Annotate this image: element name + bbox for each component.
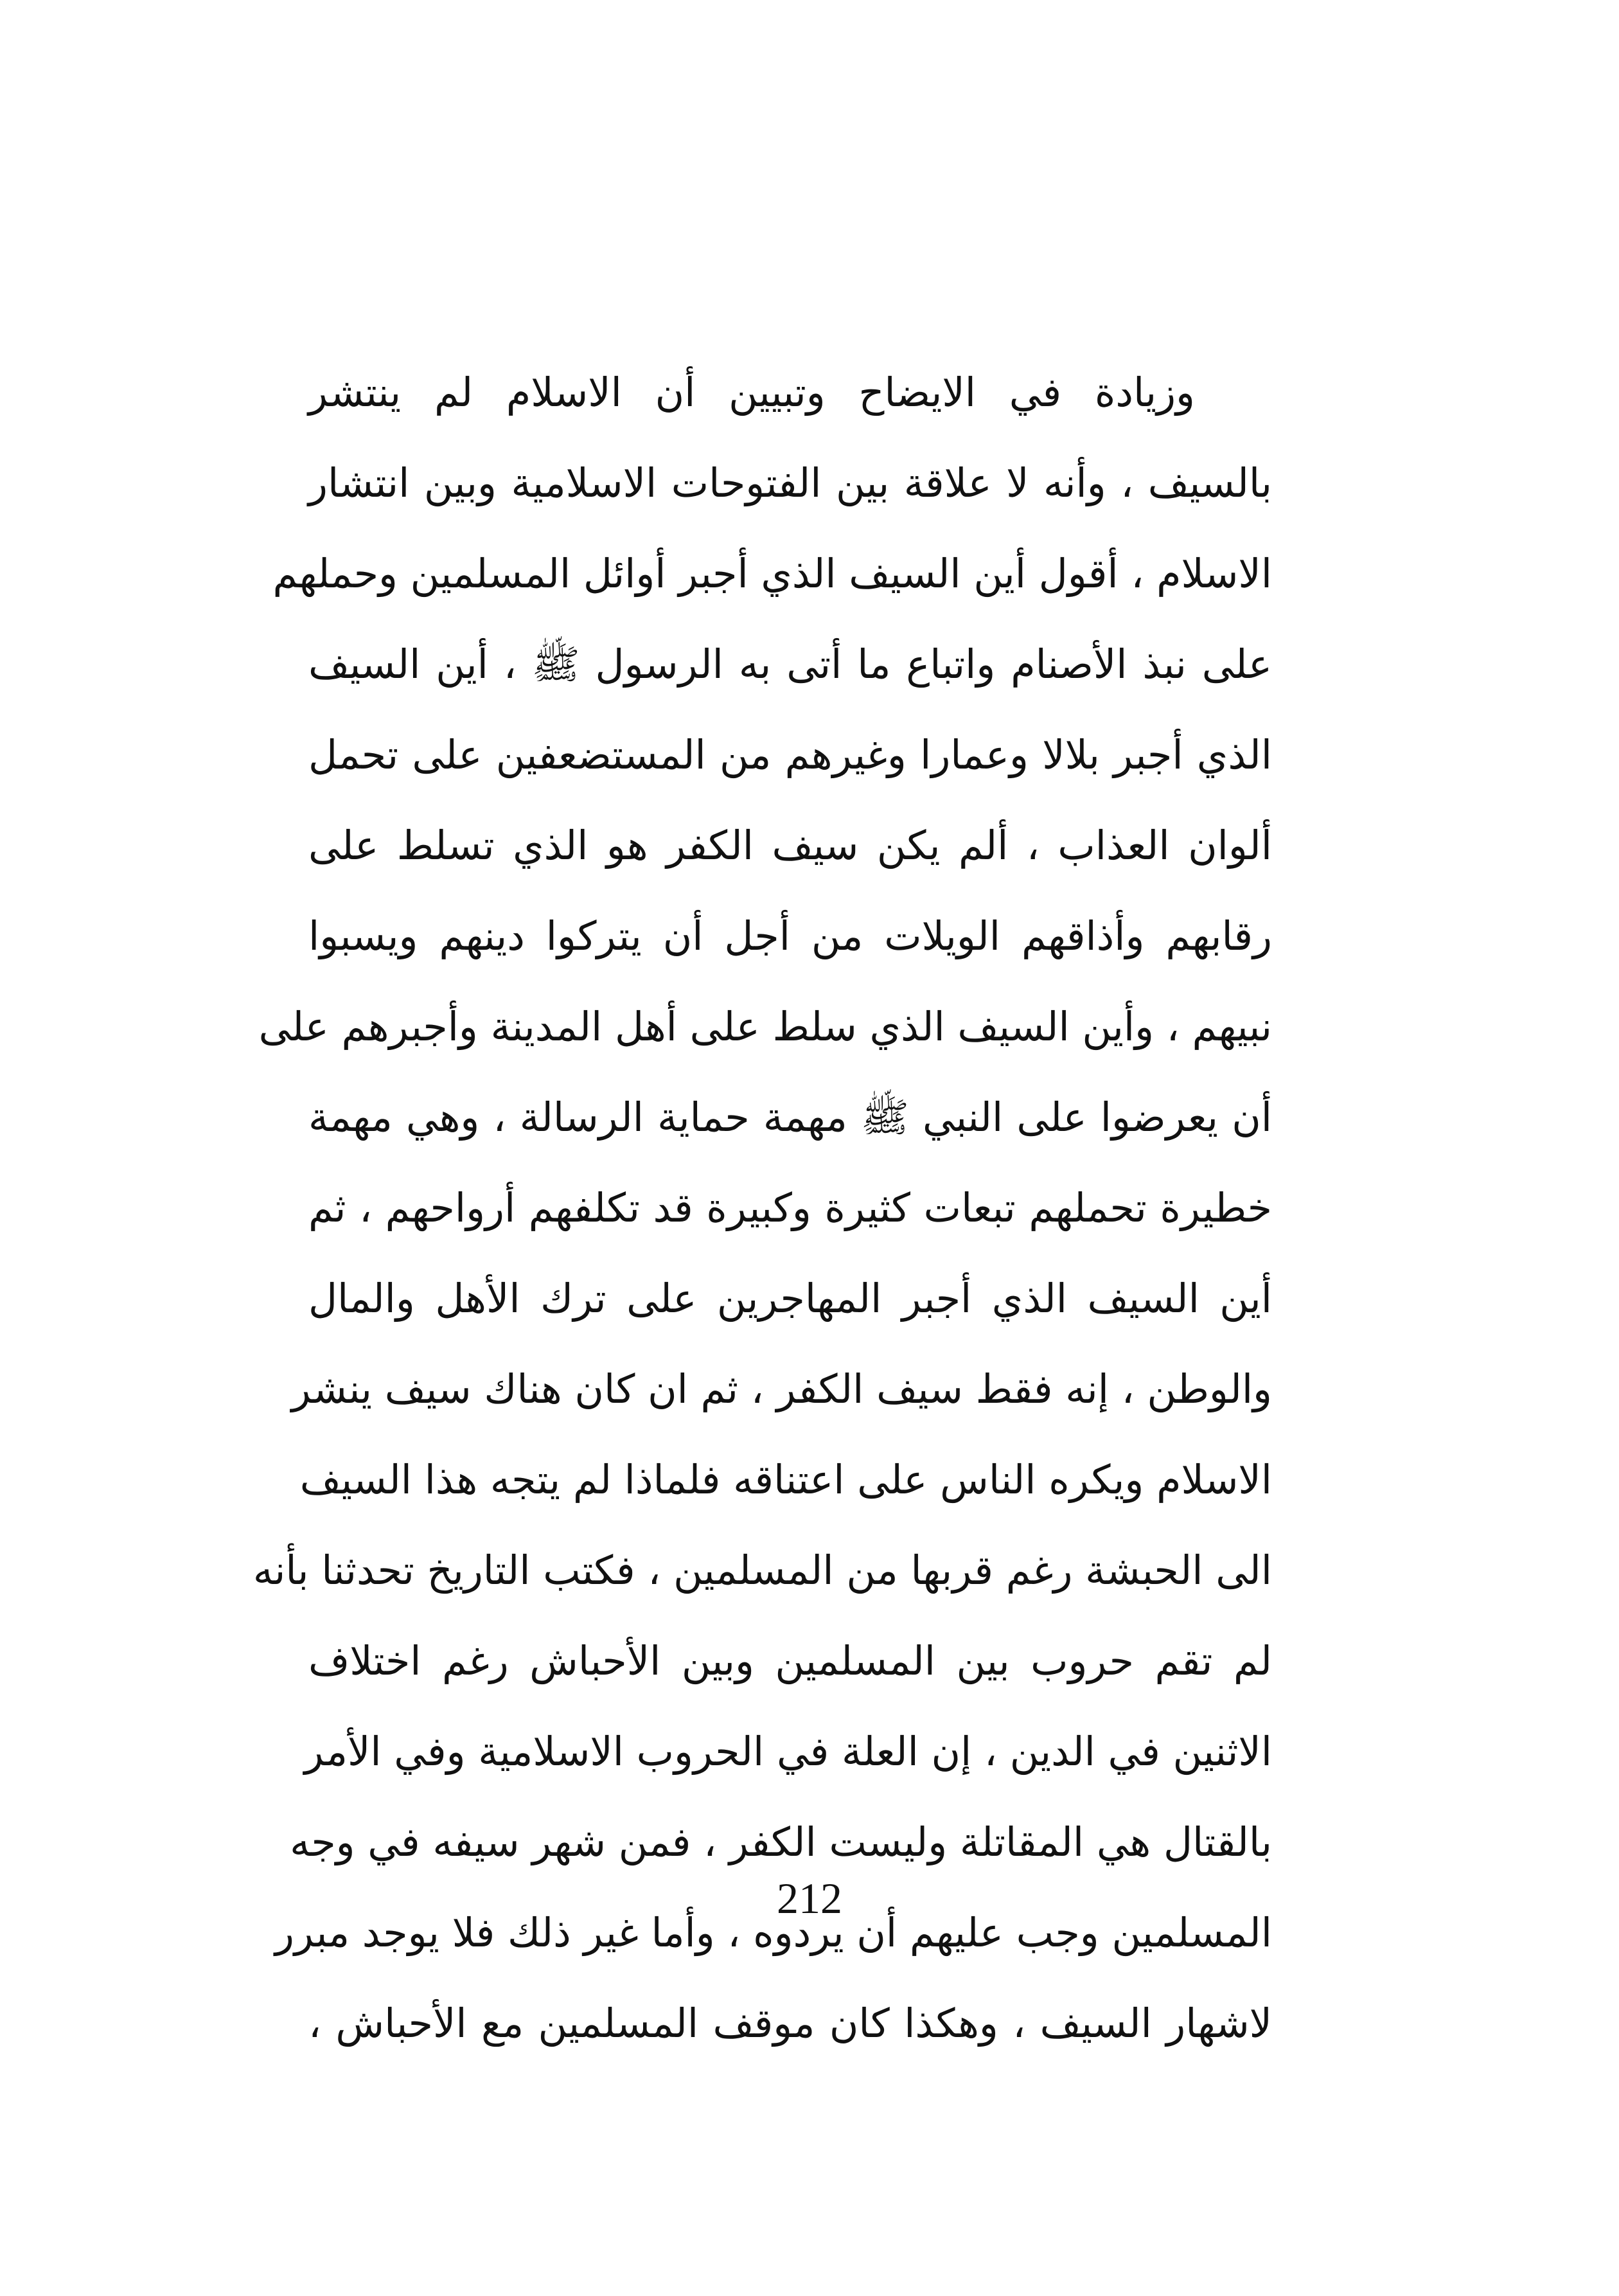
- text-line: وزيادة في الايضاح وتبيين أن الاسلام لم ينتشر: [308, 369, 1195, 416]
- text-line: بالسيف ، وأنه لا علاقة بين الفتوحات الاسلامية وبين انتشار: [308, 459, 1272, 506]
- text-line: أن يعرضوا على النبي ﷺ مهمة حماية الرسالة ، وهي مهمة: [308, 1094, 1272, 1141]
- text-line: الذي أجبر بلالا وعمارا وغيرهم من المستضعفين على تحمل: [308, 731, 1272, 778]
- text-line: بالقتال هي المقاتلة وليست الكفر ، فمن شهر سيفه في وجه: [290, 1819, 1272, 1865]
- text-line: لم تقم حروب بين المسلمين وبين الأحباش رغم اختلاف: [308, 1637, 1272, 1684]
- text-line: الاثنين في الدين ، إن العلة في الحروب الاسلامية وفي الأمر: [304, 1728, 1272, 1775]
- text-line: المسلمين وجب عليهم أن يردوه ، وأما غير ذلك فلا يوجد مبرر: [274, 1909, 1272, 1956]
- text-line: لاشهار السيف ، وهكذا كان موقف المسلمين مع الأحباش ،: [308, 2000, 1272, 2047]
- text-line: نبيهم ، وأين السيف الذي سلط على أهل المدينة وأجبرهم على: [258, 1003, 1272, 1050]
- body-text: [252, 347, 1272, 2069]
- text-line: رقابهم وأذاقهم الويلات من أجل أن يتركوا دينهم ويسبوا: [308, 912, 1272, 959]
- text-line: والوطن ، إنه فقط سيف الكفر ، ثم ان كان هناك سيف ينشر: [291, 1366, 1272, 1412]
- text-line: الاسلام ، أقول أين السيف الذي أجبر أوائل المسلمين وحملهم: [272, 550, 1272, 597]
- page-number: 212: [777, 1874, 842, 1923]
- text-line: خطيرة تحملهم تبعات كثيرة وكبيرة قد تكلفهم أرواحهم ، ثم: [308, 1184, 1272, 1231]
- text-line: على نبذ الأصنام واتباع ما أتى به الرسول ﷺ ، أين السيف: [308, 641, 1272, 688]
- text-line: ألوان العذاب ، ألم يكن سيف الكفر هو الذي تسلط على: [308, 822, 1272, 869]
- text-line: أين السيف الذي أجبر المهاجرين على ترك الأهل والمال: [308, 1275, 1272, 1322]
- text-line: الى الحبشة رغم قربها من المسلمين ، فكتب التاريخ تحدثنا بأنه: [252, 1547, 1272, 1594]
- text-line: الاسلام ويكره الناس على اعتناقه فلماذا لم يتجه هذا السيف: [299, 1456, 1272, 1503]
